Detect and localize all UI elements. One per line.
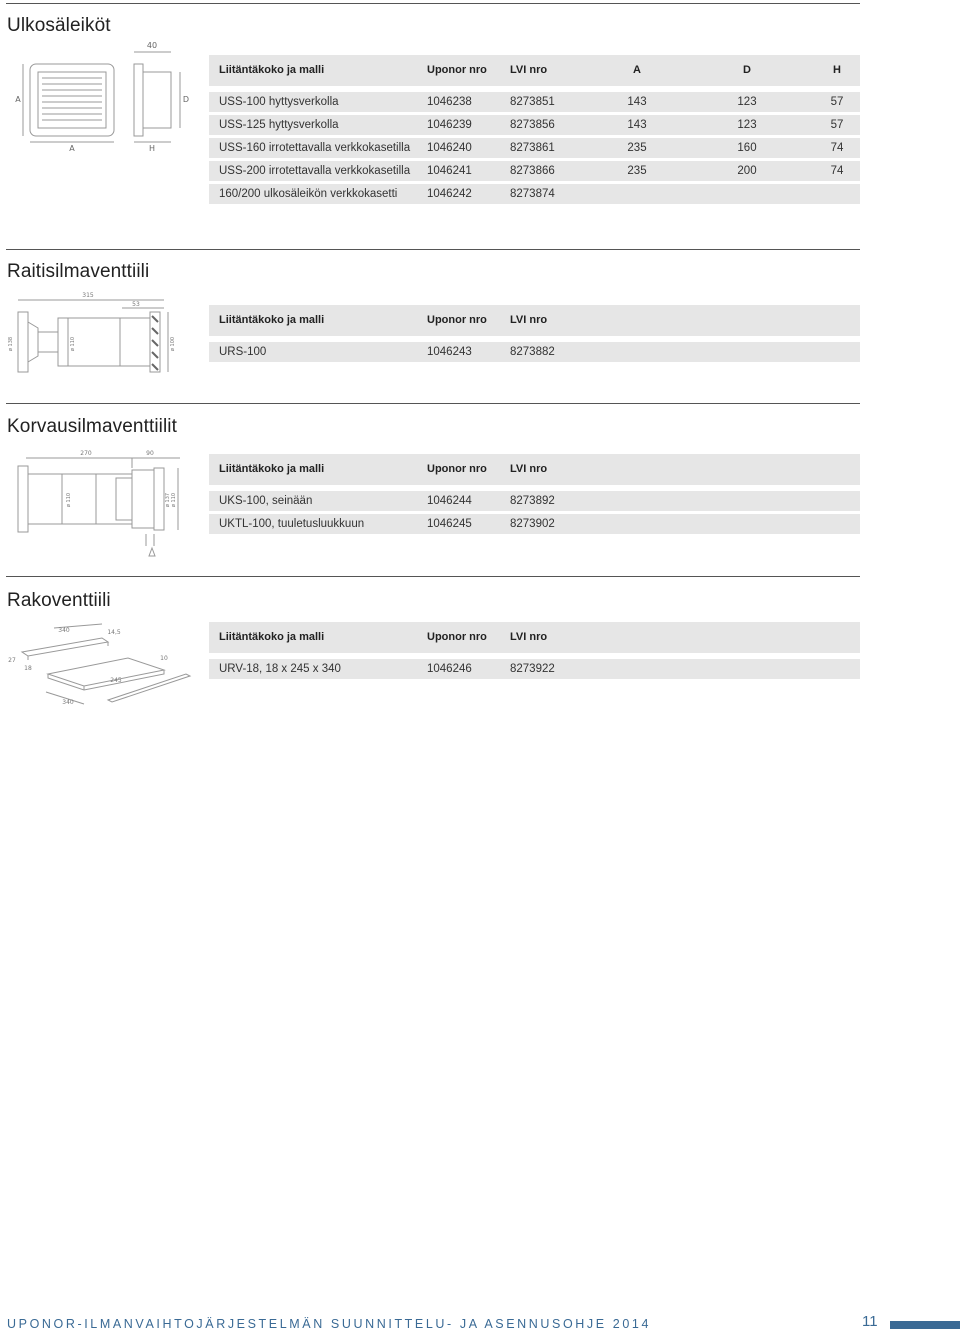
table-header	[209, 454, 860, 485]
cell-uponor: 1046240	[427, 142, 472, 154]
dim-340-top: 340	[58, 627, 70, 634]
header-model: Liitäntäkoko ja malli	[219, 631, 325, 643]
header-uponor: Uponor nro	[427, 631, 487, 643]
cell-model: USS-200 irrotettavalla verkkokasetilla	[219, 165, 411, 177]
cell-lvi: 8273874	[510, 188, 555, 200]
dim-h-bottom: H	[148, 144, 156, 153]
cell-d: 123	[737, 119, 757, 131]
header-uponor: Uponor nro	[427, 463, 487, 475]
cell-d: 160	[737, 142, 757, 154]
table-row	[209, 491, 860, 511]
dia-110-right: ø 110	[171, 492, 177, 508]
section-title-rakoventtiili: Rakoventtiili	[7, 590, 111, 611]
cell-lvi: 8273882	[510, 346, 555, 358]
ulkosaleikko-figure	[8, 38, 188, 156]
cell-uponor: 1046242	[427, 188, 472, 200]
rakoventtiili-table	[209, 622, 860, 679]
cell-d: 200	[737, 165, 757, 177]
dia-110: ø 110	[70, 336, 76, 352]
dim-90: 90	[146, 450, 154, 457]
table-row	[209, 184, 860, 204]
dia-100: ø 100	[170, 336, 176, 352]
header-lvi: LVI nro	[510, 64, 548, 76]
header-model: Liitäntäkoko ja malli	[219, 463, 325, 475]
dim-340-bottom: 340	[62, 699, 74, 706]
table-row	[209, 138, 860, 158]
dia-137: ø 137	[165, 492, 171, 508]
section-title-raitisilmaventtiili: Raitisilmaventtiili	[7, 261, 150, 282]
page-number: 11	[862, 1313, 878, 1330]
cell-model: UKTL-100, tuuletusluukkuun	[219, 518, 365, 530]
rakoventtiili-figure	[4, 620, 184, 712]
cell-model: UKS-100, seinään	[219, 495, 313, 507]
cell-a: 143	[627, 119, 647, 131]
cell-h: 74	[830, 165, 844, 177]
section-title-korvausilmaventtiilit: Korvausilmaventtiilit	[7, 416, 177, 437]
dim-d-side: D	[182, 95, 190, 104]
header-lvi: LVI nro	[510, 463, 548, 475]
raitisilmaventtiili-table	[209, 305, 860, 362]
korvausilmaventtiilit-table	[209, 454, 860, 534]
cell-uponor: 1046243	[427, 346, 472, 358]
dim-10: 10	[160, 655, 168, 662]
dim-27: 27	[8, 657, 16, 664]
ulkosaleikot-table	[209, 55, 860, 204]
cell-lvi: 8273856	[510, 119, 555, 131]
dia-110: ø 110	[66, 492, 72, 508]
header-d: D	[743, 64, 751, 76]
header-uponor: Uponor nro	[427, 314, 487, 326]
cell-h: 57	[830, 96, 844, 108]
header-model: Liitäntäkoko ja malli	[219, 64, 325, 76]
section-rule-rako	[6, 576, 860, 577]
cell-d: 123	[737, 96, 757, 108]
cell-lvi: 8273892	[510, 495, 555, 507]
dim-a-side: A	[15, 95, 21, 104]
header-h: H	[833, 64, 841, 76]
section-rule-korvaus	[6, 403, 860, 404]
header-lvi: LVI nro	[510, 631, 548, 643]
cell-model: 160/200 ulkosäleikön verkkokasetti	[219, 188, 398, 200]
cell-model: USS-160 irrotettavalla verkkokasetilla	[219, 142, 411, 154]
dim-315: 315	[82, 292, 94, 299]
section-rule-raitis	[6, 249, 860, 250]
table-row	[209, 659, 860, 679]
header-uponor: Uponor nro	[427, 64, 487, 76]
cell-model: USS-125 hyttysverkolla	[219, 119, 339, 131]
cell-uponor: 1046245	[427, 518, 472, 530]
cell-uponor: 1046246	[427, 663, 472, 675]
section-rule-top	[6, 3, 860, 4]
header-a: A	[633, 64, 641, 76]
header-lvi: LVI nro	[510, 314, 548, 326]
korvausilmaventtiili-figure	[6, 448, 186, 560]
cell-lvi: 8273851	[510, 96, 555, 108]
cell-h: 74	[830, 142, 844, 154]
raitisilmaventtiili-figure	[4, 288, 184, 380]
cell-model: USS-100 hyttysverkolla	[219, 96, 339, 108]
cell-model: URV-18, 18 x 245 x 340	[219, 663, 341, 675]
dim-40: 40	[146, 41, 158, 50]
section-title-ulkosaleikot: Ulkosäleiköt	[7, 15, 111, 36]
cell-a: 143	[627, 96, 647, 108]
cell-h: 57	[830, 119, 844, 131]
table-row	[209, 514, 860, 534]
table-row	[209, 161, 860, 181]
cell-lvi: 8273861	[510, 142, 555, 154]
header-model: Liitäntäkoko ja malli	[219, 314, 325, 326]
table-row	[209, 342, 860, 362]
cell-lvi: 8273866	[510, 165, 555, 177]
dia-138: ø 138	[8, 336, 14, 352]
table-header	[209, 622, 860, 653]
table-header	[209, 305, 860, 336]
footer-text: UPONOR-ILMANVAIHTOJÄRJESTELMÄN SUUNNITTELU- JA ASENNUSOHJE 2014	[7, 1317, 651, 1331]
cell-model: URS-100	[219, 346, 267, 358]
cell-lvi: 8273902	[510, 518, 555, 530]
dim-18: 18	[24, 665, 32, 672]
cell-lvi: 8273922	[510, 663, 555, 675]
dim-a-bottom: A	[69, 144, 75, 153]
dim-53: 53	[132, 301, 140, 308]
table-row	[209, 115, 860, 135]
cell-uponor: 1046239	[427, 119, 472, 131]
cell-uponor: 1046244	[427, 495, 472, 507]
cell-uponor: 1046238	[427, 96, 472, 108]
cell-a: 235	[627, 142, 647, 154]
cell-uponor: 1046241	[427, 165, 472, 177]
table-row	[209, 92, 860, 112]
cell-a: 235	[627, 165, 647, 177]
dim-14-5: 14,5	[107, 629, 121, 636]
page-bar	[890, 1321, 960, 1329]
dim-270: 270	[80, 450, 92, 457]
dim-245: 245	[110, 677, 122, 684]
table-header	[209, 55, 860, 86]
